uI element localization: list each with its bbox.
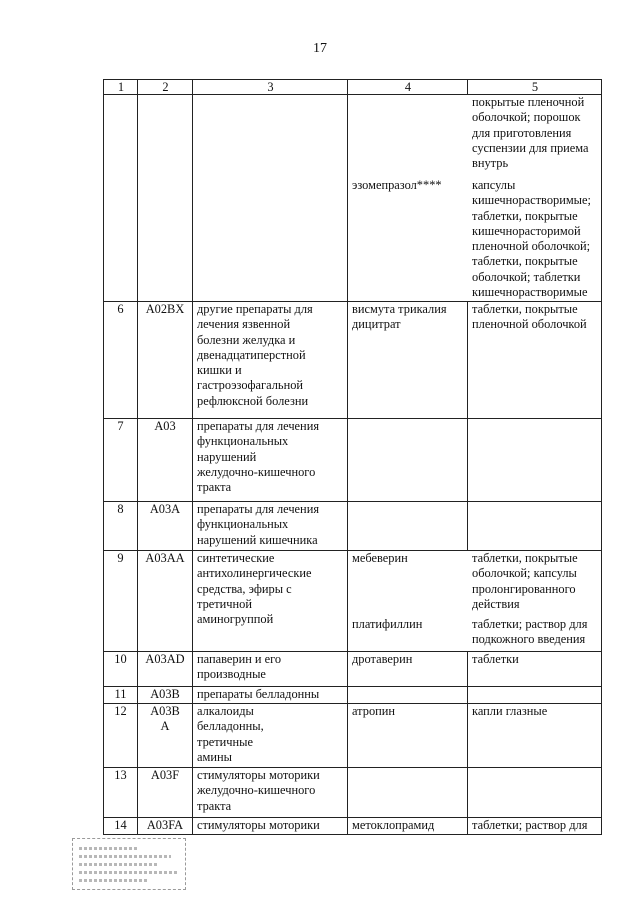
row-number: 7 (104, 419, 138, 502)
atc-code: A03F (138, 768, 193, 818)
dosage-form: таблетки; раствор для (468, 818, 602, 835)
atc-code: A03A (138, 502, 193, 551)
drug-name (348, 95, 468, 178)
atc-code: A03FA (138, 818, 193, 835)
anatomical-therapeutic-group: стимуляторы моторики желудочно-кишечного тракта (193, 768, 348, 818)
row-number: 13 (104, 768, 138, 818)
drug-subtable (348, 551, 602, 651)
drug-name: атропин (348, 704, 468, 768)
column-header: 2 (138, 80, 193, 95)
dosage-form: таблетки; раствор для подкожного введения (472, 617, 588, 647)
row-number: 9 (104, 551, 138, 652)
dosage-form: таблетки, покрытые оболочкой; капсулы пролонгированного действия (472, 551, 578, 611)
table-row (104, 704, 602, 768)
drug-name (348, 768, 468, 818)
table-row (104, 419, 602, 502)
row-number (104, 95, 138, 302)
table-row (104, 652, 602, 687)
column-header: 4 (348, 80, 468, 95)
anatomical-therapeutic-group: другие препараты для лечения язвенной болезни желудка и двенадцатиперстной кишки и гастроэзофагальной рефлюксной болезни (193, 302, 348, 419)
anatomical-therapeutic-group: препараты для лечения функциональных нарушений кишечника (193, 502, 348, 551)
drug-name (348, 419, 468, 502)
dosage-form: покрытые пленочной оболочкой; порошок для приготовления суспензии для приема внутрь (472, 95, 589, 171)
drug-list-table (103, 79, 602, 835)
atc-code: A03AA (138, 551, 193, 652)
drug-name: дротаверин (348, 652, 468, 687)
atc-code: A03 (138, 419, 193, 502)
drug-subrow (348, 95, 602, 178)
drug-subtable (348, 95, 602, 301)
document-stamp (72, 838, 186, 890)
dosage-form (468, 419, 602, 502)
column-header: 3 (193, 80, 348, 95)
column-header: 5 (468, 80, 602, 95)
anatomical-therapeutic-group (193, 95, 348, 302)
atc-code: A03B A (138, 704, 193, 768)
page-number: 17 (313, 41, 327, 56)
atc-code: A02BX (138, 302, 193, 419)
table-row (104, 687, 602, 704)
table-row (104, 768, 602, 818)
drug-subrow (348, 178, 602, 301)
row-number: 10 (104, 652, 138, 687)
header-row (104, 80, 602, 95)
anatomical-therapeutic-group: стимуляторы моторики (193, 818, 348, 835)
anatomical-therapeutic-group: препараты для лечения функциональных нарушений желудочно-кишечного тракта (193, 419, 348, 502)
row-number: 12 (104, 704, 138, 768)
anatomical-therapeutic-group: алкалоиды белладонны, третичные амины (193, 704, 348, 768)
drug-subrows (348, 551, 602, 652)
dosage-form (468, 768, 602, 818)
drug-subrow (348, 551, 602, 617)
drug-name: висмута трикалия дицитрат (348, 302, 468, 419)
row-number: 14 (104, 818, 138, 835)
anatomical-therapeutic-group: папаверин и его производные (193, 652, 348, 687)
drug-name: эзомепразол**** (352, 178, 442, 192)
table-row (104, 302, 602, 419)
row-number: 8 (104, 502, 138, 551)
dosage-form: таблетки (468, 652, 602, 687)
table-row (104, 95, 602, 302)
dosage-form (468, 502, 602, 551)
dosage-form (468, 687, 602, 704)
anatomical-therapeutic-group: препараты белладонны (193, 687, 348, 704)
drug-subrows (348, 95, 602, 302)
drug-subrow (348, 617, 602, 651)
drug-name (348, 687, 468, 704)
drug-name (348, 502, 468, 551)
row-number: 11 (104, 687, 138, 704)
atc-code (138, 95, 193, 302)
atc-code: A03B (138, 687, 193, 704)
column-header: 1 (104, 80, 138, 95)
dosage-form: капсулы кишечнорастворимые; таблетки, покрытые кишечнорасторимой пленочной оболочкой; таблетки, покрытые оболочкой; таблетки кишечнорастворимые (472, 178, 591, 300)
anatomical-therapeutic-group: синтетические антихолинергические средства, эфиры с третичной аминогруппой (193, 551, 348, 652)
table-row (104, 818, 602, 835)
drug-name: платифиллин (352, 617, 423, 631)
table-row (104, 551, 602, 652)
atc-code: A03AD (138, 652, 193, 687)
dosage-form: капли глазные (468, 704, 602, 768)
drug-name: метоклопрамид (348, 818, 468, 835)
row-number: 6 (104, 302, 138, 419)
drug-name: мебеверин (352, 551, 408, 565)
dosage-form: таблетки, покрытые пленочной оболочкой (468, 302, 602, 419)
table-row (104, 502, 602, 551)
